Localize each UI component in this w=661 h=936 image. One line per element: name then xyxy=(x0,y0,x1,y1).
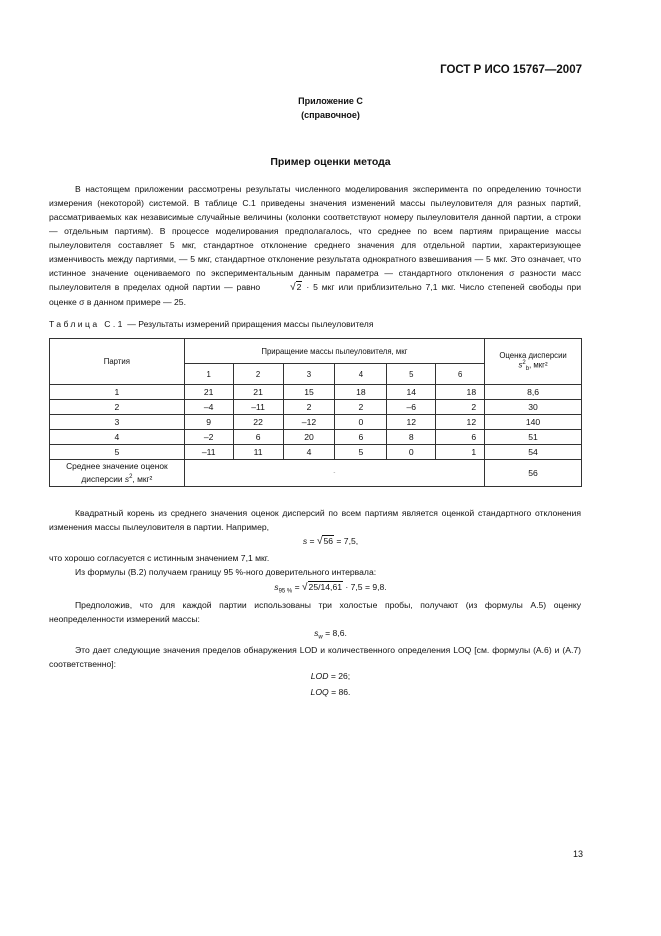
variance-cell: 8,6 xyxy=(485,385,582,400)
average-value: 56 xyxy=(485,460,582,487)
intro-sqrt-arg: 2 xyxy=(296,282,302,292)
column-header-5: 5 xyxy=(387,364,436,385)
header-variance-prefix: Оценка дисперсии xyxy=(499,350,567,360)
mass-cell: 6 xyxy=(436,430,485,445)
section-title: Пример оценки метода xyxy=(270,156,391,168)
results-table xyxy=(49,338,582,487)
mass-cell: 11 xyxy=(233,445,283,460)
column-header-1: 1 xyxy=(184,364,233,385)
table-row xyxy=(50,415,582,430)
mass-cell: –12 xyxy=(283,415,335,430)
radical-sign: √ xyxy=(290,282,296,293)
column-header-2: 2 xyxy=(233,364,283,385)
formula-intro-paragraph: Из формулы (В.2) получаем границу 95 %-ного доверительного интервала: xyxy=(75,567,377,577)
mass-cell: 1 xyxy=(436,445,485,460)
mass-cell: 12 xyxy=(436,415,485,430)
mass-cell: 15 xyxy=(283,385,335,400)
intro-text-after: · 5 мкг или приблизительно 7,1 мкг. Число степеней свободы при оценке σ в данном примере — 25. xyxy=(49,282,581,307)
mass-cell: 14 xyxy=(387,385,436,400)
mass-cell: 2 xyxy=(335,400,387,415)
formula-s95: $s_{95 \%} = √25/14,61 \cdot 7,5 = 9,8$. xyxy=(274,582,387,595)
table-caption-label: Таблица С.1 xyxy=(49,319,125,329)
average-label: Среднее значение оценок дисперсии $s^2$, мкг² xyxy=(50,460,185,487)
appendix-heading xyxy=(0,94,661,122)
mass-cell: –2 xyxy=(184,430,233,445)
header-batch: Партия xyxy=(50,339,185,385)
document-code: ГОСТ Р ИСО 15767—2007 xyxy=(440,64,582,76)
intro-text-before: В настоящем приложении рассмотрены результаты численного моделирования эксперимента по определению точности измерения (некоторой) системой. В таблице С.1 приведены значения изменений массы пылеуловителя для разных партий, рассматриваемых как независимые случайные величины (колонки соответствуют номеру пылеуловителя данной партии, а строки — отдельным партиям). В процессе моделирования предполагалось, что среднее по всем партиям приращение массы пылеуловителя составляет 5 мкг, стандартное отклонение среднего значения для отдельной партии, характеризующее изменчивость между партиями, — 5 мкг, стандартное отклонение результата однократного взвешивания — 5 мкг. Это означает, что истинное значение оцениваемого по экспериментальным данным параметра — стандартного отклонения σ разности масс пылеуловителя в пределах одной партии — равно xyxy=(49,184,581,292)
mass-cell: 9 xyxy=(184,415,233,430)
formula-s: s = √56 = 7,5, xyxy=(302,536,359,547)
formula-lod: LOD = 26; xyxy=(310,671,351,681)
appendix-title: Приложение С xyxy=(298,96,363,106)
intro-paragraph xyxy=(49,182,581,309)
batch-cell: 4 xyxy=(50,430,185,445)
agree-paragraph: что хорошо согласуется с истинным значением 7,1 мкг. xyxy=(49,553,270,563)
mass-cell: 20 xyxy=(283,430,335,445)
batch-cell: 3 xyxy=(50,415,185,430)
sqrt-paragraph: Квадратный корень из среднего значения оценок дисперсий по всем партиям является оценкой стандартного отклонения изменения массы пылеуловителя в партии. Например, xyxy=(49,508,581,532)
mass-cell: –11 xyxy=(184,445,233,460)
variance-cell: 140 xyxy=(485,415,582,430)
page-number: 13 xyxy=(572,849,583,859)
variance-cell: 54 xyxy=(485,445,582,460)
mass-cell: 2 xyxy=(283,400,335,415)
table-row xyxy=(50,445,582,460)
column-header-4: 4 xyxy=(335,364,387,385)
mass-cell: 0 xyxy=(387,445,436,460)
mass-cell: 5 xyxy=(335,445,387,460)
table-caption xyxy=(49,319,373,329)
average-row xyxy=(50,460,582,487)
variance-cell: 30 xyxy=(485,400,582,415)
table-row xyxy=(50,430,582,445)
mass-cell: –4 xyxy=(184,400,233,415)
header-variance xyxy=(485,339,582,385)
mass-cell: 18 xyxy=(436,385,485,400)
mass-cell: 6 xyxy=(233,430,283,445)
mass-cell: 6 xyxy=(335,430,387,445)
column-header-6: 6 xyxy=(436,364,485,385)
batch-cell: 5 xyxy=(50,445,185,460)
intro-sqrt xyxy=(264,280,302,295)
mass-cell: 4 xyxy=(283,445,335,460)
mass-cell: 18 xyxy=(335,385,387,400)
table-row xyxy=(50,385,582,400)
table-row xyxy=(50,400,582,415)
header-variance-symbol: $s^2_b$, мкг² xyxy=(518,359,548,373)
batch-cell: 1 xyxy=(50,385,185,400)
average-merged-cell: - xyxy=(184,460,484,487)
header-mass-increment: Приращение массы пылеуловителя, мкг xyxy=(184,339,484,364)
mass-cell: 21 xyxy=(184,385,233,400)
table-caption-text: — Результаты измерений приращения массы пылеуловителя xyxy=(124,319,374,329)
mass-cell: 12 xyxy=(387,415,436,430)
mass-cell: –6 xyxy=(387,400,436,415)
mass-cell: 0 xyxy=(335,415,387,430)
mass-cell: 21 xyxy=(233,385,283,400)
batch-cell: 2 xyxy=(50,400,185,415)
column-header-3: 3 xyxy=(283,364,335,385)
formula-s95-sqrt-arg: 25/14,61 xyxy=(308,582,342,592)
formula-s-sqrt-arg: 56 xyxy=(323,536,333,546)
mass-cell: 2 xyxy=(436,400,485,415)
blank-paragraph: Предположив, что для каждой партии использованы три холостые пробы, получают (из формулы А.5) оценку неопределенности измерений массы: xyxy=(49,600,581,624)
mass-cell: –11 xyxy=(233,400,283,415)
limits-paragraph: Это дает следующие значения пределов обнаружения LOD и количественного определения LOQ [см. формулы (А.6) и (А.7) соответственно]: xyxy=(49,645,581,669)
formula-loq: LOQ = 86. xyxy=(310,687,351,697)
appendix-note: (справочное) xyxy=(301,110,360,120)
mass-cell: 8 xyxy=(387,430,436,445)
variance-cell: 51 xyxy=(485,430,582,445)
mass-cell: 22 xyxy=(233,415,283,430)
formula-sw: $s_w = 8,6$. xyxy=(314,628,347,641)
